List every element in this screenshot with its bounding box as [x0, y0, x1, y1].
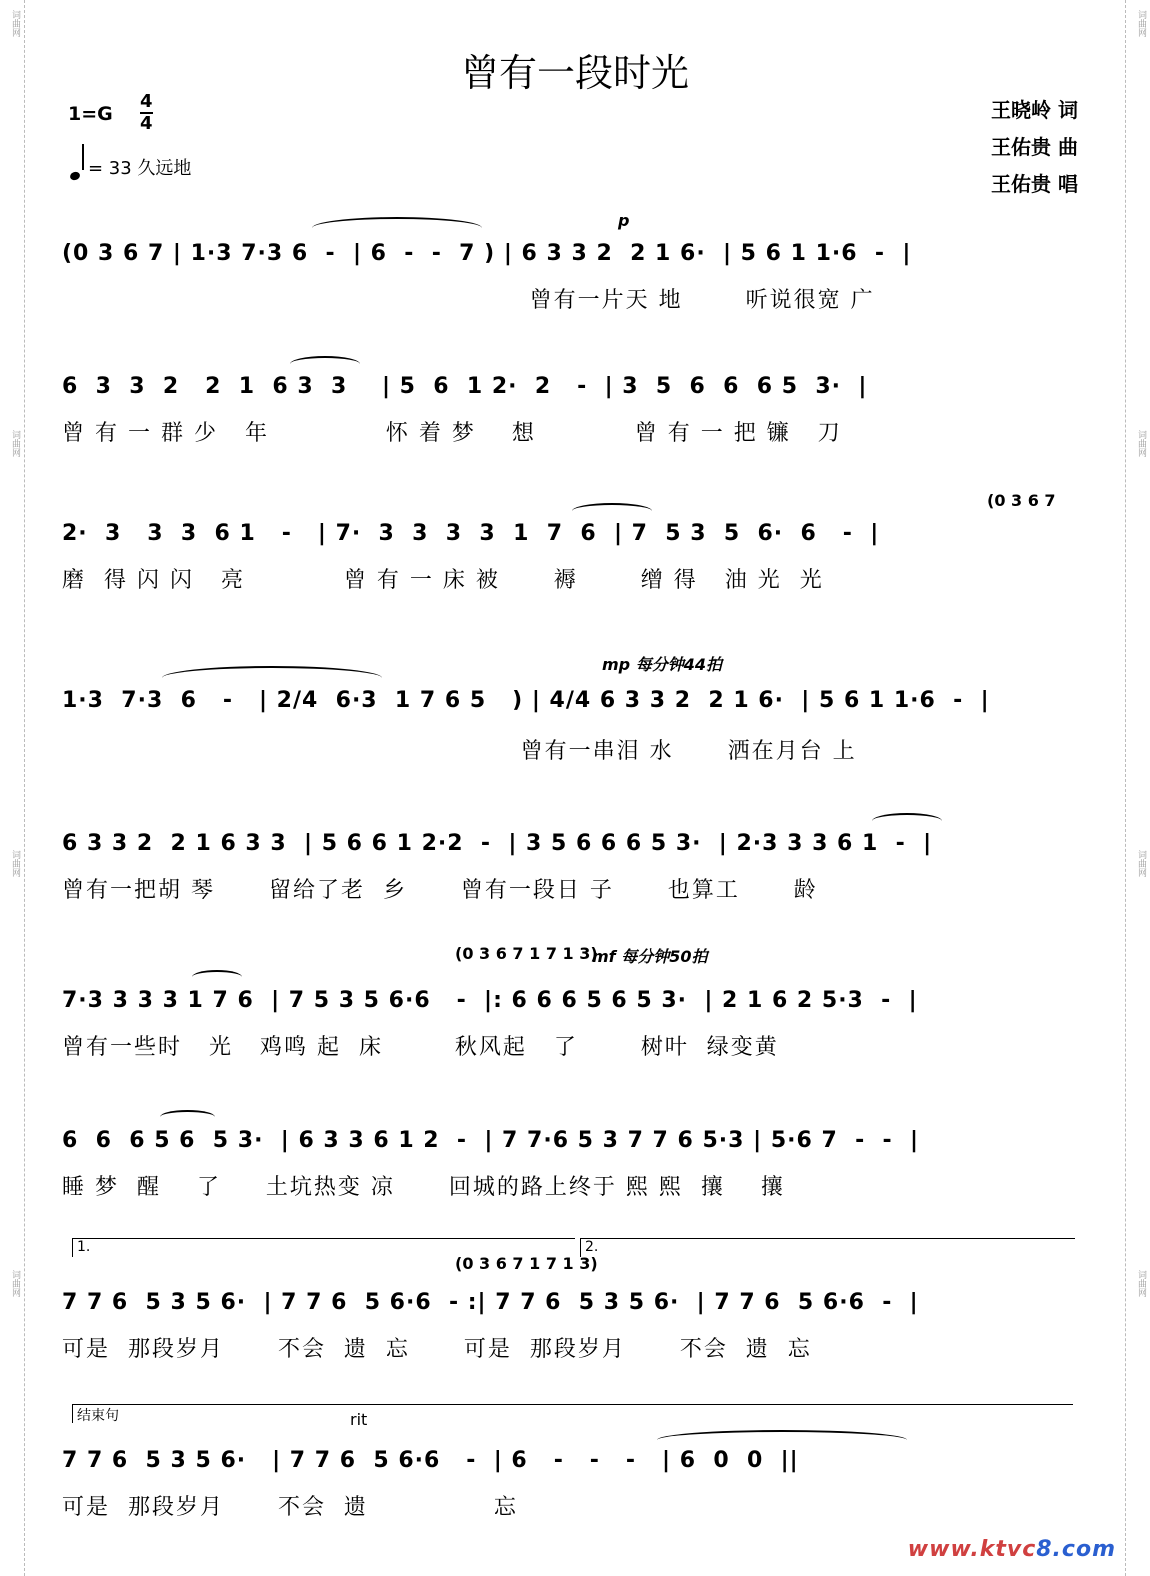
- note-stem: [82, 144, 84, 170]
- slur: [312, 217, 482, 239]
- time-signature-top: 4: [140, 91, 153, 112]
- singer-credit: 王佑贵 唱: [991, 172, 1078, 196]
- slur: [160, 1110, 215, 1124]
- slur: [872, 813, 942, 829]
- site-watermark: [908, 1537, 1116, 1562]
- dynamic-marking: mf 每分钟50拍: [592, 947, 708, 966]
- lyrics-line: 可是 那段岁月 不会 遗 忘: [62, 1495, 518, 1520]
- time-signature: [140, 92, 153, 134]
- volta-bracket-1: 1.: [72, 1238, 575, 1257]
- notation-line: 7·3 3 3 3 1 7 6 | 7 5 3 5 6·6 - |: 6 6 6 5 6 5 3· | 2 1 6 2 5·3 - |: [62, 988, 918, 1013]
- dynamic-marking: mp 每分钟44拍: [602, 655, 722, 674]
- bracket-annotation: (0 3 6 7: [987, 491, 1056, 510]
- lyricist-credit: 王晓岭 词: [991, 98, 1078, 122]
- lyrics-line: 曾有一串泪 水 洒在月台 上: [62, 739, 857, 764]
- bracket-annotation: (0 3 6 7 1 7 1 3): [455, 944, 598, 963]
- notation-line: 7 7 6 5 3 5 6· | 7 7 6 5 6·6 - :| 7 7 6 5 3 5 6· | 7 7 6 5 6·6 - |: [62, 1290, 919, 1315]
- coda-bracket: 结束句: [72, 1404, 1073, 1423]
- lyrics-line: 睡 梦 醒 了 土坑热变 凉 回城的路上终于 熙 熙 攘 攘: [62, 1175, 785, 1200]
- side-mark: 词曲网: [10, 430, 20, 457]
- time-signature-bottom: 4: [140, 113, 153, 134]
- slur: [572, 503, 652, 519]
- slur: [657, 1430, 907, 1450]
- composer-credit: 王佑贵 曲: [991, 135, 1078, 159]
- lyrics-line: 曾有一把胡 琴 留给了老 乡 曾有一段日 子 也算工 龄: [62, 878, 818, 903]
- notation-line: 1·3 7·3 6 - | 2/4 6·3 1 7 6 5 ) | 4/4 6 3 3 2 2 1 6· | 5 6 1 1·6 - |: [62, 688, 990, 713]
- lyrics-line: 磨 得 闪 闪 亮 曾 有 一 床 被 褥 缯 得 油 光 光: [62, 568, 824, 593]
- side-mark: 词曲网: [1136, 1270, 1146, 1297]
- slur: [192, 970, 242, 984]
- side-mark: 词曲网: [10, 1270, 20, 1297]
- notation-line: (0 3 6 7 | 1·3 7·3 6 - | 6 - - 7 ) | 6 3 3 2 2 1 6· | 5 6 1 1·6 - |: [62, 241, 912, 266]
- slur: [290, 356, 360, 372]
- side-mark: 词曲网: [1136, 430, 1146, 457]
- credits: [991, 92, 1078, 203]
- side-mark: 词曲网: [10, 10, 20, 37]
- ritardando-marking: rit: [350, 1410, 368, 1429]
- right-margin-strip: [1125, 0, 1150, 1576]
- slur: [162, 666, 382, 690]
- notation-line: 6 6 6 5 6 5 3· | 6 3 3 6 1 2 - | 7 7·6 5 3 7 7 6 5·3 | 5·6 7 - - |: [62, 1128, 920, 1153]
- side-mark: 词曲网: [1136, 10, 1146, 37]
- tempo-marking: [70, 148, 191, 180]
- side-mark: 词曲网: [1136, 850, 1146, 877]
- lyrics-line: 可是 那段岁月 不会 遗 忘 可是 那段岁月 不会 遗 忘: [62, 1337, 812, 1362]
- notation-line: 2· 3 3 3 6 1 - | 7· 3 3 3 3 1 7 6 | 7 5 3 5 6· 6 - |: [62, 521, 880, 546]
- watermark-part-2: 8.com: [1036, 1537, 1116, 1562]
- notation-line: 6 3 3 2 2 1 6 3 3 | 5 6 1 2· 2 - | 3 5 6 6 6 5 3· |: [62, 374, 868, 399]
- dynamic-marking: p: [618, 211, 630, 230]
- watermark-part-1: www.ktvc: [907, 1537, 1037, 1562]
- key-signature: 1=G: [68, 103, 113, 125]
- lyrics-line: 曾有一片天 地 听说很宽 广: [62, 288, 875, 313]
- lyrics-line: 曾 有 一 群 少 年 怀 着 梦 想 曾 有 一 把 镰 刀: [62, 421, 842, 446]
- quarter-note-icon: [69, 171, 81, 182]
- notation-line: 7 7 6 5 3 5 6· | 7 7 6 5 6·6 - | 6 - - - | 6 0 0 ||: [62, 1448, 799, 1473]
- bracket-annotation: (0 3 6 7 1 7 1 3): [455, 1254, 598, 1273]
- volta-bracket-2: 2.: [580, 1238, 1075, 1257]
- tempo-text: = 33 久远地: [88, 158, 192, 179]
- side-mark: 词曲网: [10, 850, 20, 877]
- left-margin-strip: [0, 0, 25, 1576]
- lyrics-line: 曾有一些时 光 鸡鸣 起 床 秋风起 了 树叶 绿变黄: [62, 1035, 779, 1060]
- song-title: 曾有一段时光: [460, 51, 689, 95]
- notation-line: 6 3 3 2 2 1 6 3 3 | 5 6 6 1 2·2 - | 3 5 6 6 6 5 3· | 2·3 3 3 6 1 - |: [62, 831, 933, 856]
